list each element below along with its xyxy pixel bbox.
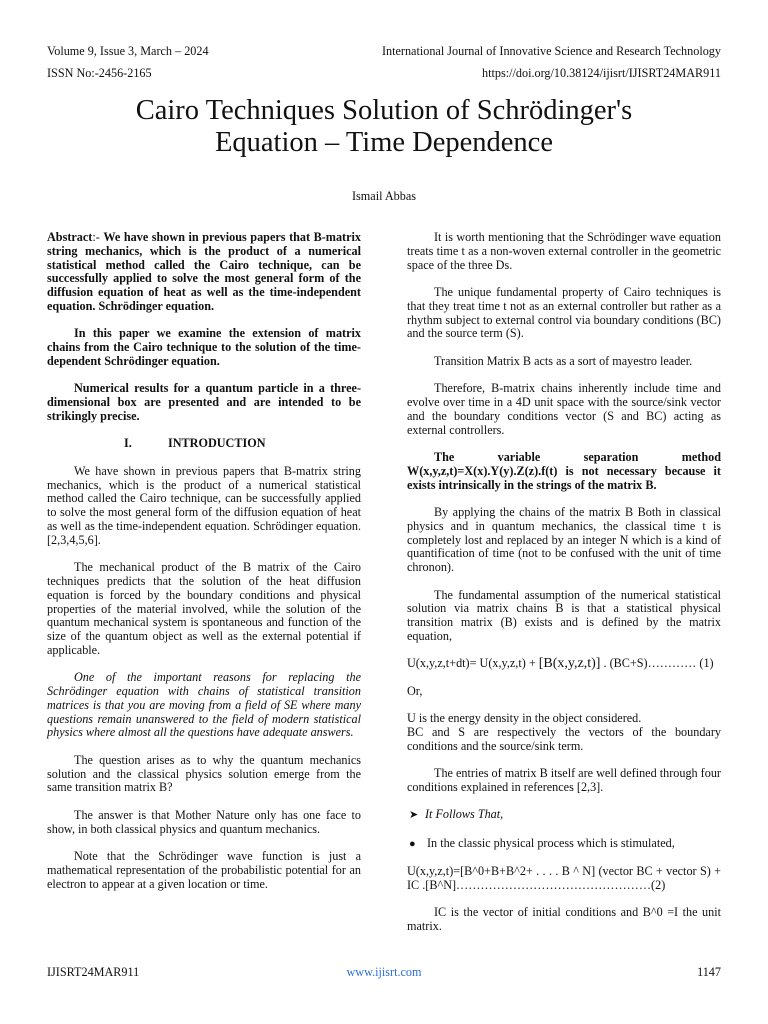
- right-paragraph-ic: IC is the vector of initial conditions and B^0 =I the unit matrix.: [407, 905, 721, 933]
- dot-bullet-item: [407, 837, 721, 852]
- abstract-label: Abstract: [47, 230, 93, 244]
- arrow-bullet-item: [407, 808, 721, 823]
- right-paragraph-entries: The entries of matrix B itself are well defined through four conditions explained in references [2,3].: [407, 766, 721, 794]
- paper-title-line-1: Cairo Techniques Solution of Schrödinger's: [135, 95, 633, 126]
- intro-paragraph-3: One of the important reasons for replacing the Schrödinger equation with chains of statistical transition matrices is that you are moving from a field of SE where many questions remain unanswered to the field of modern statistical physics where almost all the questions have adequate answers.: [47, 670, 361, 740]
- intro-paragraph-1: We have shown in previous papers that B-matrix string mechanics, which is the product of a numerical statistical method called the Cairo technique, can be successfully applied to solve the most general form of the diffusion equation of heat as well as the time-independent equation. Schrödinger equation. [2,3,4,5,6].: [47, 463, 361, 547]
- footer-website: [0, 965, 768, 979]
- footer-website-link[interactable]: www.ijisrt.com: [346, 965, 422, 979]
- equation-1-matrix: [B(x,y,z,t)]: [538, 656, 601, 672]
- dot-bullet-icon: ●: [409, 837, 416, 850]
- right-paragraph-5: The variable separation method W(x,y,z,t)=X(x).Y(y).Z(z).f(t) is not necessary because it exists intrinsically in the strings of the matrix B.: [407, 449, 721, 492]
- equation-2: U(x,y,z,t)=[B^0+B+B^2+ . . . . B ^ N] (vector BC + vector S) + IC .[B^N]…………………………………………(2): [407, 865, 721, 892]
- section-title: INTRODUCTION: [168, 436, 266, 451]
- author-name: Ismail Abbas: [352, 189, 416, 203]
- dot-bullet-text: In the classic physical process which is stimulated,: [427, 835, 675, 850]
- header-volume: Volume 9, Issue 3, March – 2024: [47, 44, 209, 58]
- header-doi[interactable]: https://doi.org/10.38124/ijisrt/IJISRT24MAR911: [482, 66, 721, 80]
- arrow-bullet-icon: ➤: [409, 809, 419, 822]
- paper-title-line-2: Equation – Time Dependence: [215, 127, 553, 158]
- right-paragraph-or: Or,: [407, 683, 423, 698]
- paper-title: [0, 95, 768, 159]
- intro-paragraph-5: The answer is that Mother Nature only has one face to show, in both classical physics and quantum mechanics.: [47, 807, 361, 836]
- right-paragraph-2: The unique fundamental property of Cairo techniques is that they treat time t not as an external controller but rather as a rhythm subject to external control via boundary conditions (BC) and the source term (S).: [407, 284, 721, 341]
- abstract-paragraph-1: [47, 231, 361, 314]
- abstract-separator: :-: [92, 230, 104, 244]
- equation-1-rhs: . (BC+S)………… (1): [600, 656, 714, 671]
- arrow-bullet-text: It Follows That,: [425, 807, 504, 822]
- right-paragraph-4: Therefore, B-matrix chains inherently include time and evolve over time in a 4D unit space with the source/sink vector and the boundary conditions vector (S and BC) acting as external controllers.: [407, 381, 721, 437]
- right-paragraph-6: By applying the chains of the matrix B Both in classical physics and in quantum mechanics, the classical time t is completely lost and replaced by an integer N which is a kind of quantification of time (not to be confused with the unit of time chronon).: [407, 504, 721, 575]
- equation-1: [407, 657, 721, 671]
- left-column: [47, 231, 361, 905]
- header-issn: ISSN No:-2456-2165: [47, 66, 152, 80]
- header-journal: International Journal of Innovative Science and Research Technology: [381, 44, 721, 58]
- footer-page-number: 1147: [697, 965, 721, 979]
- abstract-paragraph-3: Numerical results for a quantum particle in a three-dimensional box are presented and are intended to be strikingly precise.: [47, 381, 361, 423]
- intro-paragraph-6: Note that the Schrödinger wave function is just a mathematical representation of the probabilistic potential for an electron to appear at a given location or time.: [47, 849, 361, 891]
- abstract-text-1: We have shown in previous papers that B-matrix string mechanics, which is the product of a numerical statistical method called the Cairo technique, can be successfully applied to solve the most general form of the diffusion equation of heat as well as the time-independent equation. Schrödinger equation.: [47, 230, 361, 313]
- intro-paragraph-4: The question arises as to why the quantum mechanics solution and the classical physics solution emerge from the same transition matrix B?: [47, 752, 361, 795]
- right-paragraph-definitions: [407, 712, 721, 753]
- section-heading-introduction: [47, 437, 361, 451]
- right-paragraph-7: The fundamental assumption of the numerical statistical solution via matrix chains B is that a statistical physical transition matrix (B) exists and is defined by the matrix equation,: [407, 587, 721, 643]
- equation-1-lhs: U(x,y,z,t+dt)= U(x,y,z,t) +: [407, 656, 539, 671]
- section-number: I.: [124, 436, 132, 451]
- definition-bc-s: BC and S are respectively the vectors of the boundary conditions and the source/sink term.: [407, 724, 721, 753]
- definition-u: U is the energy density in the object considered.: [407, 711, 642, 726]
- right-paragraph-1: It is worth mentioning that the Schrödinger wave equation treats time t as a non-woven external controller in the geometric space of the three Ds.: [407, 230, 721, 272]
- right-paragraph-3: Transition Matrix B acts as a sort of mayestro leader.: [434, 353, 693, 368]
- footer-paper-id: IJISRT24MAR911: [47, 965, 140, 979]
- intro-paragraph-2: The mechanical product of the B matrix of the Cairo techniques predicts that the solution of the heat diffusion equation is forced by the boundary conditions and physical properties of the material involved, while the solution of the quantum mechanical system is spontaneous and function of the size of the quantum object as well as the external potential if applicable.: [47, 560, 361, 657]
- abstract-paragraph-2: In this paper we examine the extension of matrix chains from the Cairo technique to the solution of the time-dependent Schrödinger equation.: [47, 326, 361, 368]
- right-column: [407, 231, 721, 947]
